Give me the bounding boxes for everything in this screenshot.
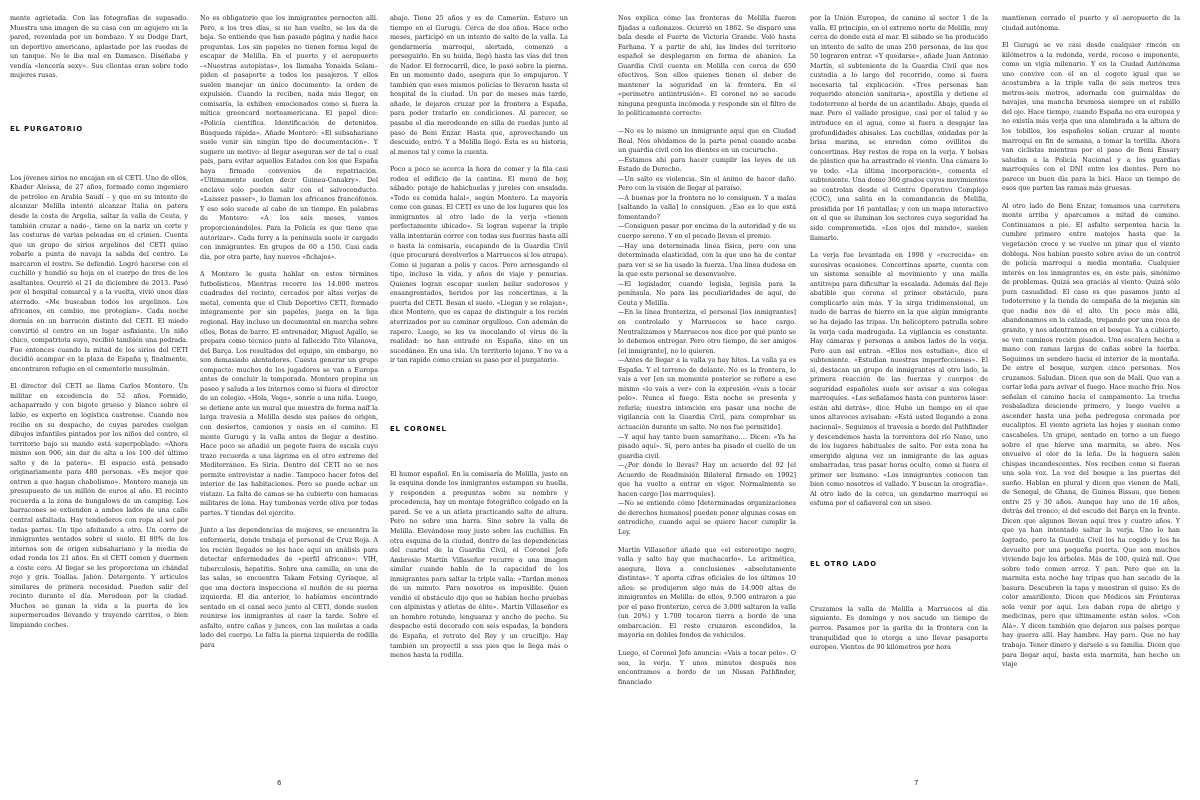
page-number-right: 7	[914, 779, 919, 787]
body-paragraph: mantienen cerrado el puerto y el aeropuerto de la ciudad autónoma.	[1002, 14, 1180, 32]
body-paragraph: La verja fue levantada en 1998 y «recrecida» en sucesivas ocasiones. Concertinas aparte, cuenta con un sistema sensible al movimiento y una malla antitrepa para dificultar la escalada. Además del fleje abatible que corona el primer obstáculo, para complicarlo aún más. Y la sirga tridimensional, un nudo de barras de hierro en la que algún inmigrante se ha dejado las tripas. Un helicóptero patrulla sobre la verja cada madrugada. La vigilancia es constante. Hay cámaras y personas a ambos lados de la verja. Pero aun así entran. «Ellos nos estudian», dice el subteniente. «Estudian nuestras imperfecciones». El sí, destacan un grupo de inmigrantes al otro lado, la primera reacción de las fuerzas y cuerpos de seguridad españoles suele ser avisar a sus colegas marroquíes. «Les señalamos hasta con punteros láser: están ahí detrás», dice. Hubo un tiempo en el que unos altavoces avisaban: «Está usted llegando a zona nacional». Seguimos el travesía a bordo del Pathfinder y descendemos hasta la torrentera del río Nano, uno de los lugares habituales de salto. Por esta zona ha emergido alguna vez un inmigrante de las aguas embarradas, tras pasar horas oculto, como si fuera el primer ser humano. «Los inmigrantes conocen tan bien como nosotros el vallado. Y buscan la orografía». Al otro lado de la cerca, un gendarme marroquí se esfuma por el cañaveral con un siseo.	[810, 251, 988, 508]
body-paragraph: abajo. Tiene 25 años y es de Camerún. Estuvo un tiempo en el Gurugú. Cerca de dos años. Hace ocho meses, participó en un intento de salto de la valla. La gendarmería marroquí, alertada, comenzó a perseguirlo. En su huida, llegó hasta las vías del tren de Nador. El ferrocarril, dice, le pasó sobre la pierna. En un momento dado, asegura que lo empujaron. Y también que esos mismos policías lo llevaron hasta el hospital de la ciudad. Un par de meses más tarde, añade, le dejaron cruzar por la frontera a España, para poder tratarlo en condiciones. Al parecer, se pasaba el día merodeando en silla de ruedas junto al paso de Beni Enzar. Hasta que, aprovechando un descuido, entró. Y a Melilla llegó. Ésta es su historia, al menos tal y como la cuenta.	[390, 14, 568, 156]
right-page	[600, 0, 1200, 800]
page-number-left: 6	[277, 779, 282, 787]
left-page-column-2	[200, 14, 378, 651]
section-heading-el-coronel: EL CORONEL	[390, 424, 447, 433]
body-paragraph: A Montero le gusta hablar en estos términos futbolísticos. Mientras recorre los 14.000 metros cuadrados del recinto, cercados por altas verjas de metal, comenta que el Club Deportivo CETI, formado íntegramente por sin papeles, juega en la liga regional. Hay incluso un documental en marcha sobre ellos, Botas de barro. El entrenador, Miguel Agallo, se prepara como técnico junto al fallecido Tito Vilanova, del Barça. Los resultados del equipo, sin embargo, no son demasiado alentadores. Cuesta generar un grupo compacto: muchos de los jugadores se van a Europa antes de concluir la temporada. Montero propina un paseo y saluda a los internos como si fuera el director de un colegio. «Hola, Vega», sonríe a una niña. Luego, se detiene ante un mural que muestra de forma naïf la larga travesía a Melilla desde sus países de origen, con desiertos, camiones y oasis en el camino. El monte Gurugú y la valla antes de llegar a destino. Hace poco se añadió un pegote fuera de escala cuyo trazo recuerda a una lágrima en el otro extremo del Mediterráneo. Es Siria. Dentro del CETI no se nos permite entrevistar a nadie. Tampoco hacer fotos del interior de las habitaciones. Pero se puede echar un vistazo. La falta de camas se ha cubierto con hamacas militares de lona. Hay tumbonas verde oliva por todas partes. Y tiendas del ejército.	[200, 270, 378, 517]
right-page-column-2	[810, 14, 988, 653]
left-page-column-3	[390, 14, 568, 661]
body-paragraph: Nos explica cómo las fronteras de Melilla fueron fijadas a cañonazos. Ocurrió en 1862. Se disparó una bala desde el Fuerte de Victoria Grande. Voló hasta Farhana. Y a partir de ahí, las lindes del territorio español se desplegaron en forma de abanico. La Guardia Civil cuenta en Melilla con cerca de 650 efectivos. Son ellos quienes tienen el deber de mantener la seguridad en la frontera. En el «perímetro antiintrusión». El coronel no se sacude ninguna pregunta incómoda y responde sin el filtro de lo políticamente correcto:	[618, 14, 796, 118]
right-page-column-3	[1002, 14, 1180, 670]
section-heading-el-otro-lado: EL OTRO LADO	[810, 559, 877, 568]
body-paragraph: Al otro lado de Beni Enzar, tomamos una carretera monte arriba y aparcamos a mitad de camino. Continuamos a pie. El asfalto serpentea hacia la cumbre primero entre matojos hasta que la vegetación crece y se vuelve un pinar que el viento doblega. Nos habían puesto sobre aviso de un control de policía marroquí a media montaña. Cualquier interés en los inmigrantes es, en este país, sinónimo de problemas. Quizá sea graciás al viento. Quizá sólo pura casualidad. El caso es que pasamos junto al todoterreno y la tienda de campaña de la mejania sin que nadie nos dé el alto. Un poco más allá, abandonamos en la calzada, trepando por una roca de granito, y nos adentramos en el bosque. Ya a cubierto, se ven caminos recién pisados. Una escalera hecha a mano con ramas largas de cañas sobre la hierba. Seguimos un sendero hacia el interior de la montaña. De entre el bosque, surgen cinco personas. Nos cruzamos. Saludan. Dicen que son de Malí. Que van a cortar leña para avivar el fuego. Hace mucho frío. Nos señalan el camino hacia el campamento. La trocha resbaladiza desciende primero, y luego vuelve a ascender hasta una peña pedregosa coronada por eucaliptos. El viento agrieta las hojas y suenan como cascabeles. Un grupo, sentado en torno a un fuego sobre el que hierve una marmita, se abre. Nos envuelve el olor de la leña. De la hoguera salen chispas incandescentes. Nos reciben como si fueran una sola voz. La voz del bosque a las puertas del sueño. Hablan en plural y dicen que vienen de Malí, de Senegal, de Ghana, de Guinea Bissau, que tienen entre 25 y 30 años. Aunque hay uno de 16 años, detrás del tronco; el del escudo del Barça en la frente. Dicen que algunos llevan aquí tres y cuatro años. Y que ya han intentado saltar la verja. Uno lo han logrado, pero la Guardia Civil los ha cogido y los ha devuelto por una pequeña puerta. Que son muchos viviendo bajo los árboles. Más de 100, quizá mil. Que sobre todo comen arroz. Y pan. Pero que en la marmita esta noche hay tripas que han sacado de la basura. Descubren la tapa y muestran el guiso. Es de color amarillento. Dicen que Médicos sin Fronteras sola venir por aquí. Les daban ropa de abrigo y medicinas, pero que últimamente están solos. «Con Alá». Y dicen también que dejaron sus países porque hay guerra allí. Hay hambre. Hay paro. Que no hay trabajo. Tener dinero y darselo a su familia. Dicen que para llegar aquí, hasta esta marmita, han hecho un viaje	[1002, 201, 1180, 669]
body-paragraph: El director del CETI se llama Carlos Montero. Un militar en excedencia de 52 años. Formido, achaparrado y con bigote grueso y blanco sobre el labio, es experto en logística castrense. Cuando nos recibe en su despacho, de cuyas paredes cuelgan dibujos infantiles pintados por los niños del centro, el territorio bajo su mando está superpoblado: «Ahora mismo son 906, sin dar de alta a los 100 del último salto y de la patera». El espacio está pensado originariamente para 480 personas. «Es mejor que entren a que hagan chabolismo». Montero maneja un presupuesto de un millón de euros al año. El recinto recuerda a la zona de bungalows de un camping. Los barracones se extienden a ambos lados de una calle central asfaltada. Hay tendederos con ropa al sol por todas partes. Un tipo afeitando a otro. Un corro de inmigrantes sentados sobre el suelo. El 80% de los internos son de origen subsahariano y la media de edad ronda los 21 años. En el CETI comen y duermen a coste cero. Al llegar se les proporciona un chándal rojo y gris. Toallas. Jabón. Detergente. Y artículos similares de primera necesidad. Pueden salir del recinto durante el día. Merodean por la ciudad. Muchos se ganan la vida a la puerta de los supermercados llevando y trayendo carritos, o bien limpiando coches.	[10, 382, 188, 629]
body-paragraph: El Gurugú se ve casi desde cualquier rincón en kilómetros a la redonda, verde, rocoso e imponente, como un vigía milenario. Y en la Ciudad Autónoma uno convive con él en el cogote igual que se acostumbra a la triple valla de seis metros tres metros-seis metros, adornada con guirnaldas de navajas, una mancha brumosa siempre en el rabillo del ojo. Hace tiempo, cuando España no era europea y no existía más verja que una alambrada a la altura de los tobillos, los españoles solían cruzar al monte marroquí en fin de semana, a tomar la tortilla. Ahora van ciclistas mientras por el paso de Beni Ensary saludan a la Policía Nacional y a los guardias marroquíes con el DNI entre los dientes. Pero no parece un buen día para la bici. Hace un tiempo de esos que parten las ramas más gruesas.	[1002, 41, 1180, 193]
section-heading-el-purgatorio: EL PURGATORIO	[10, 124, 84, 133]
body-paragraph: mente agrietada. Con las fotografías de supasado. Muestra una imagen de su casa con un agujero en la pared, reventada por un bombazo. Y su Dodge Dart, un deportivo americano, aplastado por las ruedas de un tanque. No le iba mal en Damasco. Diseñaba y vendía «lencería sexy». Sus clientas eran sobre todo mujeres rusas.	[10, 14, 188, 80]
right-page-column-1	[618, 14, 796, 687]
body-paragraph: Los jóvenes sirios no encajan en el CETI. Uno de ellos, Khader Aleissa, de 27 años, formado como ingeniero de petróleo en Arabia Saudí – y que en su intento de alcanzar Melilla intentó alcanzar Italia en patera desde la costa de Argelia, saltar la valla de Ceuta, y también cruzar a nado–, tiene en la nariz un corte y las costuras de varias peleadas en el crimen. Cuenta que un grupo de sirios argelinos del CETI quiso robarle a punta de navaja la salida del centro. Le marcaron el rostro. Se defendió. Logró hacerse con el cuchillo y hundió su hoja en el cuerpo de tres de los asaltantes. Ocurrió el 21 de diciembre de 2013. Pasó por el hospital comarcal y a la vuelta, vivió unos días aterrado. «Me buscaban todos los argelinos. Los africanos, en cambio, me protegían». Cada noche dormía en un barracón distinto del CETI. El miedo convirtió el centro en un lugar asfixiante. Un niño chico, compatriota suyo, recibió también una pedrada. Fue entonces cuando la mitad de los sirios del CETI decidió acampar en la plaza de España y, finalmente, encontraron refugio en el cementerio musulmán.	[10, 173, 188, 373]
body-paragraph: El humor español. En la comisaría de Melilla, justo en la esquina donde los inmigrantes estampan su huella, y responden a preguntas sobre su nombre y procedencia, hay un montaje fotográfico colgado en la pared. Se ve a un atleta practicando salto de altura. Pero no sobre una barra. Sino sobre la valla de Melilla. Elevándose muy justo sobre las cuchillas. En otra esquina de la ciudad, dentro de las dependencias del cuartel de la Guardia Civil, el Coronel Jefe Ambrosio Martín Villaseñor recurre a una imagen similar cuando habla de la capacidad de los inmigrantes para saltar la triple valla: «Tardan menos de un minuto. Para nosotros es imposible. Quien vendió el obstáculo dijo que se habían hecho pruebas con alpinistas y atletas de élite». Martín Villaseñor es un hombre rotundo, lenguaraz y ancho de pecho. Su despacho está decorado con seis espadas, la bandera de España, el retrato del Rey y un crucifijo. Hay también un proyectil a sus pies que le llega más o menos hasta la rodilla.	[390, 469, 568, 660]
body-paragraph: Martín Villaseñor añade que «el estereotipo negro, valla y salto hay que machacarlo». La aritmética, asegura, lleva a conclusiones «absolutamente distintas». Y aporta cifras oficiales de los últimos 10 años: se produjeron algo más de 14.900 altas de inmigrantes en Melilla: de ellos, 9.500 entraron a pie por el paso fronterizo, cerca de 3.000 saltaron la valla (un 20%) y 1.700 tocaron tierra a bordo de una embarcación. El resto cruzaron escondidos, la mayoría en dobles fondos de vehículos.	[618, 545, 796, 640]
body-paragraph: por la Unión Europea, de camino al sector 1 de la valla. El principio, en el extremo norte de Melilla, muy cerca de donde está el mar. El sábado se ha producido un intento de salto de unas 250 personas, de las que 50 lograron entrar. «Y quedarse», añade Juan Antonio Martín, el subteniente de la Guardia Civil que nos custodia a lo largo del recorrido, como si fuera necesaria tal explicación. «Tres personas han requerido atención sanitaria», apostilla y detiene el todoterreno al borde de un acantilado. Abajo, queda el mar. Pero el vallado prosigue, casi por el talud y se introduce en el agua, como si fuera a desgajar las profundidades abisales. Las cuchillas, oxidadas por la brisa marina, se enredan como ovillitos de concertinas. Hay restos de ropa en la verja. Y bolsas de plástico que ha arrastrado el viento. Una cámara lo ve todo. «La última incorporación», comenta el subteniente. Una domo 360 grados cuyos movimientos se controlan desde el Centro Operativo Complejo (COC), una salita en la comandancia de Melilla, presidida por 16 pantallas; y con un mapa interactivo en el que se iluminan los sectores cuya seguridad ha sido comprometida. «Los ojos del mando», suelen llamarlo.	[810, 14, 988, 242]
body-paragraph: Poco a poco se acerca la hora de comer y la fila casi rodea el edificio de la cantina. El menú de hoy, sábado: potaje de habichuelas y jureles con ensalada. «Todo es comida halal», según Montero. La mayoría come con ganas. El CETI es uno de los lugares que los inmigrantes al otro lado de la verja «tienen perfectamente ubicado». Si logran superar la triple valla intentarán correr con todas sus fuerzas hasta allí o hasta la comisaría, escapando de la Guardia Civil (que procurará devolverlos a Marruecos si los atrapa). Como si jugaran a polis y cacos. Pero arriesgando el tipo, incluso la vida, y años de viaje y penurias. Quienes logran escapar suelen bailar sudorosos y ensangrentados, heridos por las concertinas, a la puerta del CETI. Besan el suelo. «Llegan y se relajan», dice Montero, que es capaz de distinguir a los recién aterrizados por su caminar orgulloso. Con ademán de rapero. Luego, se les va inoculando el virus de la realidad: no han entrado en España, sino en un sucedáneo. En una isla. Un territorio lejano. Y no va a ir tan rápido como creían su paso por el purgatorio.	[390, 165, 568, 365]
body-paragraph: Luego, el Coronel Jefe anuncia: «Vais a tocar pelo». O sea, la verja. Y unos minutos después nos encontramos a bordo de un Nissan Pathfinder, financiado	[618, 649, 796, 686]
coronel-quotes: —No es lo mismo un inmigrante aquí que en Ciudad Real. Nos olvidamos de la parte penal cuando acaba un guardia civil con los dientes en un cucurucho. —Estamos ahí para hacer cumplir las leyes de un Estado de Derecho. —Un salto es violencia. Sin el ánimo de hacer daño. Pero con la visión de llegar al paraíso. —A buenas por la frontera no lo consiguen. Y a malas [saltando la valla] lo consiguen. ¿Eso es lo que está fomentando? —Consiguen pasar por encima de la autoridad y de su cuerpo sereno. Y en el pecado llevan el premio. —Hay una determinada línea física, pero con una determinada elasticidad, con la que uno ha de contar para ver si se ha usado la fuerza. Una línea dudosa en la que este personal se desenvuelve. —El legislador, cuando legisla, legisla para la península. No para las peculiaridades de aquí, de Ceuta y Melilla. —En la línea fronteriza, el personal [los inmigrantes] en controlado y Marruecos se hace cargo. Neutralizamos y Marruecos nos dice por qué punto se lo debemos entregar. Pero otro tiempo, de ser amigos [el inmigrante], no lo quieren. —Antes de llegar a la valla ya hay hitos. La valla ya es España. Y el terreno de delante. No es la frontera, lo vais a ver [en un momento posterior se refiere a ese mismo «lo vais a ver» con la expresión «vais a tocar pelo». Nunca el fuego. Esta noche se presenta y refería; nuestra intención era pasar una noche de vigilancia con la Guardia Civil, para comprobar su actuación durante un salto. No nos fue permitido]. —Y aquí hay tanto buen samaritano…. Dicen: «Ya ha pisado aquí». Sí, pero antes ha pisado el cuello de un guardia civil. —¿Por dónde lo llevas? Hay un acuerdo del 92 [el Acuerdo de Readmisión Bilateral firmado en 1992] que ha vuelto a entrar en vigor. Normalmente se hacen cargo [los marroquíes]. —No se entiende cómo [determinadas organizaciones de derechos humanos] pueden poner algunas cosas en entredicho, cuando aquí se quiere hacer cumplir la Ley.	[618, 127, 796, 536]
body-paragraph: No es obligatorio que los inmigrantes pernocten allí. Pero, a los tres días, si no han vuelto, se les da de baja. Se entiende que han pasado página y nadie hace preguntas. Los sin papeles no tienen forma legal de escapar de Melilla. En el puerto y el aeropuerto –«Nuestras autopistas», los llamaba Yonaida Selam– piden el pasaporte a todos los pasajeros. Y ellos suelen manejar un único documento: la orden de expulsión. Cuando la reciben, nada más llegar, en comisaría, la exhiben emocionados como si fuera la mítica greencard norteamericana. El papel dice: «Policía científica. Identificación de detenidos. Búsqueda rápida». Añade Montero: «El subsahariano suele venir sin ningún tipo de documentación». Y sugiere un motivo: al llegar aseguran ser de tal o cual país, para evitar aquellos Estados con los que España haya firmado convenios de repatriación. «Últimamente suelen decir Guinea-Conakry». Del enclave solo pueden salir con el salvoconducto. «Laissez passer», lo llaman los africanos francófonos. Y eso solo sucede al cabo de un tiempo. En palabras de Montero: «A los seis meses, vamos proporcionándoles. Para la Policía es que tiene que autorizar». Cada ferry a la península suele ir cargado con inmigrantes. En grupos de 60 a 150. Casi cada día, por otra parte, hay nuevos «fichajes».	[200, 14, 378, 261]
body-paragraph: Junto a las dependencias de mujeres, se encuentra la enfermería, donde trabaja el personal de Cruz Roja. A los recién llegados se les hace aquí un análisis para detectar enfermedades de «perfil africano»: VIH, tuberculosis, hepatitis. Sobre una camilla, en una de las salas, se encuentra Takam Fotsing Cyriaque, al que una doctora inspecciona el muñón de su pierna izquierda. El día anterior, lo habíamos encontrado sentado en el canal seco junto al CETI, donde suelen reunirse los inmigrantes al caer la tarde. Sobre el asfalto, entre cañas y juncos, con las muletas a cada lado del cuerpo. Le falta la pierna izquierda de rodilla para	[200, 526, 378, 649]
body-paragraph: Cruzamos la valla de Melilla a Marruecos al día siguiente. Es domingo y nos sacude un tiempo de perros. Pasamos por la garita de la frontera con la tranquilidad que le otorga a uno llevar pasaporte europeo. Vientos de 90 kilómetros por hora	[810, 604, 988, 652]
left-page-column-1	[10, 14, 188, 631]
